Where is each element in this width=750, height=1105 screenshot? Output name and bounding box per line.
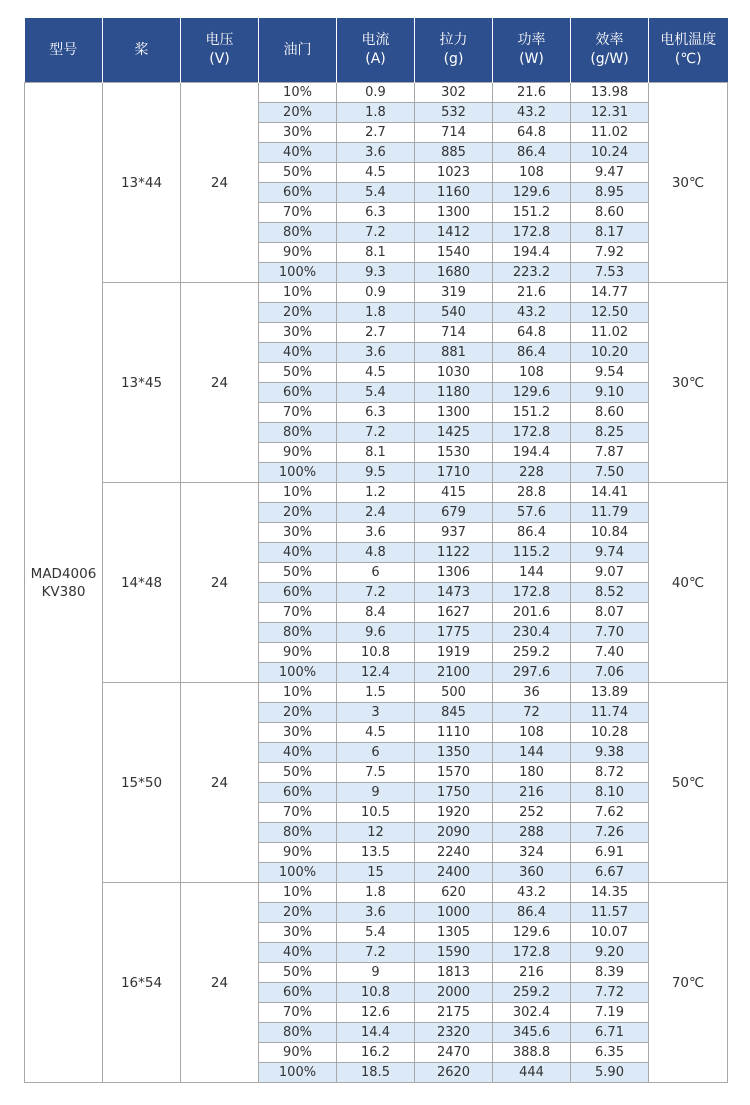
throttle-cell: 20% <box>259 103 337 123</box>
throttle-cell: 10% <box>259 83 337 103</box>
thrust-cell: 1350 <box>415 743 493 763</box>
current-cell: 3 <box>337 703 415 723</box>
header-unit: (℃) <box>674 51 702 67</box>
power-cell: 43.2 <box>493 303 571 323</box>
current-cell: 8.1 <box>337 443 415 463</box>
thrust-cell: 2000 <box>415 983 493 1003</box>
efficiency-cell: 11.74 <box>571 703 649 723</box>
current-cell: 9.5 <box>337 463 415 483</box>
thrust-cell: 1300 <box>415 203 493 223</box>
thrust-cell: 1305 <box>415 923 493 943</box>
efficiency-cell: 12.50 <box>571 303 649 323</box>
thrust-cell: 1180 <box>415 383 493 403</box>
thrust-cell: 2320 <box>415 1023 493 1043</box>
efficiency-cell: 8.25 <box>571 423 649 443</box>
power-cell: 194.4 <box>493 243 571 263</box>
header-prop <box>103 18 181 83</box>
throttle-cell: 50% <box>259 963 337 983</box>
power-cell: 172.8 <box>493 223 571 243</box>
thrust-cell: 1590 <box>415 943 493 963</box>
power-cell: 201.6 <box>493 603 571 623</box>
power-cell: 129.6 <box>493 183 571 203</box>
header-label: 电机温度 <box>660 32 717 48</box>
throttle-cell: 40% <box>259 743 337 763</box>
current-cell: 18.5 <box>337 1063 415 1083</box>
efficiency-cell: 7.72 <box>571 983 649 1003</box>
thrust-cell: 714 <box>415 323 493 343</box>
table-row <box>25 883 728 903</box>
thrust-cell: 2240 <box>415 843 493 863</box>
current-cell: 10.8 <box>337 983 415 1003</box>
thrust-cell: 1030 <box>415 363 493 383</box>
thrust-cell: 679 <box>415 503 493 523</box>
throttle-cell: 40% <box>259 943 337 963</box>
thrust-cell: 1570 <box>415 763 493 783</box>
throttle-cell: 60% <box>259 583 337 603</box>
power-cell: 259.2 <box>493 983 571 1003</box>
throttle-cell: 10% <box>259 883 337 903</box>
current-cell: 16.2 <box>337 1043 415 1063</box>
power-cell: 129.6 <box>493 923 571 943</box>
power-cell: 21.6 <box>493 83 571 103</box>
throttle-cell: 90% <box>259 643 337 663</box>
throttle-cell: 70% <box>259 203 337 223</box>
efficiency-cell: 7.62 <box>571 803 649 823</box>
thrust-cell: 2090 <box>415 823 493 843</box>
efficiency-cell: 8.60 <box>571 203 649 223</box>
efficiency-cell: 14.77 <box>571 283 649 303</box>
thrust-cell: 881 <box>415 343 493 363</box>
header-label: 电流 <box>361 32 390 48</box>
efficiency-cell: 7.70 <box>571 623 649 643</box>
current-cell: 6.3 <box>337 403 415 423</box>
voltage-cell: 24 <box>181 483 259 683</box>
voltage-cell: 24 <box>181 683 259 883</box>
efficiency-cell: 9.74 <box>571 543 649 563</box>
voltage-cell: 24 <box>181 883 259 1083</box>
throttle-cell: 100% <box>259 1063 337 1083</box>
power-cell: 172.8 <box>493 583 571 603</box>
efficiency-cell: 9.47 <box>571 163 649 183</box>
thrust-cell: 2470 <box>415 1043 493 1063</box>
thrust-cell: 2175 <box>415 1003 493 1023</box>
header-thrust <box>415 18 493 83</box>
throttle-cell: 80% <box>259 223 337 243</box>
efficiency-cell: 7.87 <box>571 443 649 463</box>
thrust-cell: 532 <box>415 103 493 123</box>
efficiency-cell: 9.54 <box>571 363 649 383</box>
motor-temp-cell: 70℃ <box>649 883 728 1083</box>
thrust-cell: 1122 <box>415 543 493 563</box>
current-cell: 9 <box>337 963 415 983</box>
thrust-cell: 845 <box>415 703 493 723</box>
current-cell: 7.5 <box>337 763 415 783</box>
power-cell: 43.2 <box>493 103 571 123</box>
current-cell: 1.8 <box>337 303 415 323</box>
throttle-cell: 80% <box>259 1023 337 1043</box>
thrust-cell: 1473 <box>415 583 493 603</box>
current-cell: 13.5 <box>337 843 415 863</box>
efficiency-cell: 6.71 <box>571 1023 649 1043</box>
thrust-cell: 1750 <box>415 783 493 803</box>
power-cell: 108 <box>493 363 571 383</box>
throttle-cell: 60% <box>259 983 337 1003</box>
power-cell: 28.8 <box>493 483 571 503</box>
model-cell: MAD4006 KV380 <box>25 83 103 1083</box>
current-cell: 2.4 <box>337 503 415 523</box>
header-current <box>337 18 415 83</box>
throttle-cell: 100% <box>259 663 337 683</box>
motor-temp-cell: 30℃ <box>649 83 728 283</box>
efficiency-cell: 9.20 <box>571 943 649 963</box>
throttle-cell: 60% <box>259 183 337 203</box>
efficiency-cell: 10.24 <box>571 143 649 163</box>
thrust-cell: 1540 <box>415 243 493 263</box>
throttle-cell: 30% <box>259 723 337 743</box>
thrust-cell: 1813 <box>415 963 493 983</box>
thrust-cell: 1000 <box>415 903 493 923</box>
throttle-cell: 40% <box>259 543 337 563</box>
throttle-cell: 70% <box>259 603 337 623</box>
table-header-row <box>25 18 728 83</box>
thrust-cell: 620 <box>415 883 493 903</box>
header-model <box>25 18 103 83</box>
voltage-cell: 24 <box>181 283 259 483</box>
throttle-cell: 80% <box>259 623 337 643</box>
current-cell: 4.5 <box>337 163 415 183</box>
thrust-cell: 2400 <box>415 863 493 883</box>
current-cell: 1.8 <box>337 883 415 903</box>
power-cell: 288 <box>493 823 571 843</box>
power-cell: 57.6 <box>493 503 571 523</box>
efficiency-cell: 13.98 <box>571 83 649 103</box>
throttle-cell: 80% <box>259 823 337 843</box>
current-cell: 7.2 <box>337 223 415 243</box>
power-cell: 21.6 <box>493 283 571 303</box>
efficiency-cell: 7.26 <box>571 823 649 843</box>
efficiency-cell: 10.28 <box>571 723 649 743</box>
efficiency-cell: 13.89 <box>571 683 649 703</box>
header-unit: (V) <box>209 51 230 67</box>
power-cell: 72 <box>493 703 571 723</box>
current-cell: 4.5 <box>337 723 415 743</box>
throttle-cell: 60% <box>259 783 337 803</box>
thrust-cell: 1023 <box>415 163 493 183</box>
current-cell: 8.4 <box>337 603 415 623</box>
current-cell: 0.9 <box>337 83 415 103</box>
current-cell: 7.2 <box>337 943 415 963</box>
efficiency-cell: 11.02 <box>571 123 649 143</box>
power-cell: 360 <box>493 863 571 883</box>
prop-cell: 15*50 <box>103 683 181 883</box>
thrust-cell: 415 <box>415 483 493 503</box>
voltage-cell: 24 <box>181 83 259 283</box>
efficiency-cell: 8.72 <box>571 763 649 783</box>
throttle-cell: 10% <box>259 283 337 303</box>
header-power <box>493 18 571 83</box>
header-label: 拉力 <box>439 32 468 48</box>
efficiency-cell: 8.95 <box>571 183 649 203</box>
power-cell: 297.6 <box>493 663 571 683</box>
throttle-cell: 90% <box>259 1043 337 1063</box>
current-cell: 9.6 <box>337 623 415 643</box>
power-cell: 144 <box>493 743 571 763</box>
power-cell: 86.4 <box>493 343 571 363</box>
throttle-cell: 30% <box>259 323 337 343</box>
thrust-cell: 1306 <box>415 563 493 583</box>
current-cell: 9.3 <box>337 263 415 283</box>
current-cell: 4.8 <box>337 543 415 563</box>
header-label: 效率 <box>595 32 624 48</box>
thrust-cell: 1920 <box>415 803 493 823</box>
current-cell: 2.7 <box>337 323 415 343</box>
efficiency-cell: 8.10 <box>571 783 649 803</box>
throttle-cell: 50% <box>259 563 337 583</box>
efficiency-cell: 7.53 <box>571 263 649 283</box>
throttle-cell: 100% <box>259 463 337 483</box>
power-cell: 223.2 <box>493 263 571 283</box>
power-cell: 228 <box>493 463 571 483</box>
table-body <box>25 83 728 1083</box>
thrust-cell: 2620 <box>415 1063 493 1083</box>
power-cell: 259.2 <box>493 643 571 663</box>
current-cell: 7.2 <box>337 583 415 603</box>
power-cell: 86.4 <box>493 523 571 543</box>
current-cell: 1.8 <box>337 103 415 123</box>
throttle-cell: 30% <box>259 923 337 943</box>
current-cell: 6.3 <box>337 203 415 223</box>
throttle-cell: 100% <box>259 263 337 283</box>
throttle-cell: 40% <box>259 343 337 363</box>
current-cell: 7.2 <box>337 423 415 443</box>
throttle-cell: 50% <box>259 163 337 183</box>
header-unit: (A) <box>365 51 386 67</box>
header-throttle <box>259 18 337 83</box>
power-cell: 444 <box>493 1063 571 1083</box>
power-cell: 388.8 <box>493 1043 571 1063</box>
efficiency-cell: 8.17 <box>571 223 649 243</box>
power-cell: 216 <box>493 783 571 803</box>
throttle-cell: 50% <box>259 763 337 783</box>
efficiency-cell: 14.41 <box>571 483 649 503</box>
power-cell: 64.8 <box>493 123 571 143</box>
thrust-cell: 714 <box>415 123 493 143</box>
efficiency-cell: 7.40 <box>571 643 649 663</box>
throttle-cell: 60% <box>259 383 337 403</box>
header-unit: (g/W) <box>590 51 629 67</box>
throttle-cell: 70% <box>259 803 337 823</box>
current-cell: 3.6 <box>337 143 415 163</box>
throttle-cell: 20% <box>259 703 337 723</box>
header-unit: (g) <box>443 51 464 67</box>
table-row <box>25 283 728 303</box>
power-cell: 302.4 <box>493 1003 571 1023</box>
efficiency-cell: 11.02 <box>571 323 649 343</box>
efficiency-cell: 9.10 <box>571 383 649 403</box>
throttle-cell: 80% <box>259 423 337 443</box>
thrust-cell: 1775 <box>415 623 493 643</box>
throttle-cell: 100% <box>259 863 337 883</box>
prop-cell: 13*45 <box>103 283 181 483</box>
prop-cell: 14*48 <box>103 483 181 683</box>
current-cell: 3.6 <box>337 523 415 543</box>
efficiency-cell: 5.90 <box>571 1063 649 1083</box>
efficiency-cell: 7.06 <box>571 663 649 683</box>
efficiency-cell: 10.07 <box>571 923 649 943</box>
throttle-cell: 70% <box>259 1003 337 1023</box>
efficiency-cell: 11.57 <box>571 903 649 923</box>
efficiency-cell: 6.67 <box>571 863 649 883</box>
current-cell: 10.8 <box>337 643 415 663</box>
power-cell: 144 <box>493 563 571 583</box>
current-cell: 9 <box>337 783 415 803</box>
current-cell: 15 <box>337 863 415 883</box>
thrust-cell: 1710 <box>415 463 493 483</box>
power-cell: 180 <box>493 763 571 783</box>
throttle-cell: 30% <box>259 123 337 143</box>
motor-test-table <box>24 18 728 1083</box>
header-unit: (W) <box>519 51 544 67</box>
efficiency-cell: 10.84 <box>571 523 649 543</box>
current-cell: 10.5 <box>337 803 415 823</box>
prop-cell: 13*44 <box>103 83 181 283</box>
throttle-cell: 10% <box>259 483 337 503</box>
power-cell: 43.2 <box>493 883 571 903</box>
current-cell: 5.4 <box>337 183 415 203</box>
efficiency-cell: 9.07 <box>571 563 649 583</box>
header-label: 油门 <box>283 41 312 58</box>
efficiency-cell: 7.50 <box>571 463 649 483</box>
thrust-cell: 1425 <box>415 423 493 443</box>
thrust-cell: 1412 <box>415 223 493 243</box>
efficiency-cell: 6.35 <box>571 1043 649 1063</box>
thrust-cell: 937 <box>415 523 493 543</box>
power-cell: 172.8 <box>493 943 571 963</box>
efficiency-cell: 7.19 <box>571 1003 649 1023</box>
power-cell: 172.8 <box>493 423 571 443</box>
motor-temp-cell: 50℃ <box>649 683 728 883</box>
table-row <box>25 83 728 103</box>
current-cell: 1.5 <box>337 683 415 703</box>
efficiency-cell: 10.20 <box>571 343 649 363</box>
thrust-cell: 302 <box>415 83 493 103</box>
efficiency-cell: 12.31 <box>571 103 649 123</box>
current-cell: 6 <box>337 743 415 763</box>
thrust-cell: 1110 <box>415 723 493 743</box>
efficiency-cell: 9.38 <box>571 743 649 763</box>
current-cell: 6 <box>337 563 415 583</box>
efficiency-cell: 8.07 <box>571 603 649 623</box>
current-cell: 14.4 <box>337 1023 415 1043</box>
header-label: 桨 <box>134 41 149 58</box>
thrust-cell: 500 <box>415 683 493 703</box>
power-cell: 324 <box>493 843 571 863</box>
power-cell: 345.6 <box>493 1023 571 1043</box>
throttle-cell: 30% <box>259 523 337 543</box>
efficiency-cell: 6.91 <box>571 843 649 863</box>
thrust-cell: 1919 <box>415 643 493 663</box>
motor-temp-cell: 40℃ <box>649 483 728 683</box>
power-cell: 216 <box>493 963 571 983</box>
current-cell: 5.4 <box>337 923 415 943</box>
efficiency-cell: 8.39 <box>571 963 649 983</box>
throttle-cell: 90% <box>259 443 337 463</box>
power-cell: 64.8 <box>493 323 571 343</box>
thrust-cell: 885 <box>415 143 493 163</box>
current-cell: 5.4 <box>337 383 415 403</box>
power-cell: 36 <box>493 683 571 703</box>
prop-cell: 16*54 <box>103 883 181 1083</box>
header-efficiency <box>571 18 649 83</box>
header-voltage <box>181 18 259 83</box>
current-cell: 0.9 <box>337 283 415 303</box>
efficiency-cell: 8.52 <box>571 583 649 603</box>
throttle-cell: 70% <box>259 403 337 423</box>
power-cell: 194.4 <box>493 443 571 463</box>
power-cell: 108 <box>493 163 571 183</box>
thrust-cell: 1160 <box>415 183 493 203</box>
throttle-cell: 40% <box>259 143 337 163</box>
throttle-cell: 20% <box>259 303 337 323</box>
power-cell: 86.4 <box>493 143 571 163</box>
current-cell: 8.1 <box>337 243 415 263</box>
throttle-cell: 90% <box>259 843 337 863</box>
current-cell: 12.4 <box>337 663 415 683</box>
current-cell: 4.5 <box>337 363 415 383</box>
header-label: 型号 <box>49 41 78 58</box>
throttle-cell: 50% <box>259 363 337 383</box>
thrust-cell: 1627 <box>415 603 493 623</box>
current-cell: 12 <box>337 823 415 843</box>
power-cell: 108 <box>493 723 571 743</box>
current-cell: 3.6 <box>337 343 415 363</box>
efficiency-cell: 8.60 <box>571 403 649 423</box>
table-row <box>25 683 728 703</box>
power-cell: 151.2 <box>493 403 571 423</box>
throttle-cell: 90% <box>259 243 337 263</box>
power-cell: 115.2 <box>493 543 571 563</box>
current-cell: 3.6 <box>337 903 415 923</box>
throttle-cell: 20% <box>259 503 337 523</box>
thrust-cell: 540 <box>415 303 493 323</box>
throttle-cell: 10% <box>259 683 337 703</box>
thrust-cell: 1530 <box>415 443 493 463</box>
motor-temp-cell: 30℃ <box>649 283 728 483</box>
table-row <box>25 483 728 503</box>
power-cell: 86.4 <box>493 903 571 923</box>
power-cell: 252 <box>493 803 571 823</box>
thrust-cell: 319 <box>415 283 493 303</box>
power-cell: 129.6 <box>493 383 571 403</box>
current-cell: 12.6 <box>337 1003 415 1023</box>
thrust-cell: 1300 <box>415 403 493 423</box>
efficiency-cell: 7.92 <box>571 243 649 263</box>
current-cell: 2.7 <box>337 123 415 143</box>
throttle-cell: 20% <box>259 903 337 923</box>
header-label: 功率 <box>517 32 546 48</box>
header-motor-temp <box>649 18 728 83</box>
power-cell: 151.2 <box>493 203 571 223</box>
efficiency-cell: 11.79 <box>571 503 649 523</box>
power-cell: 230.4 <box>493 623 571 643</box>
header-label: 电压 <box>205 32 234 48</box>
thrust-cell: 2100 <box>415 663 493 683</box>
efficiency-cell: 14.35 <box>571 883 649 903</box>
thrust-cell: 1680 <box>415 263 493 283</box>
current-cell: 1.2 <box>337 483 415 503</box>
